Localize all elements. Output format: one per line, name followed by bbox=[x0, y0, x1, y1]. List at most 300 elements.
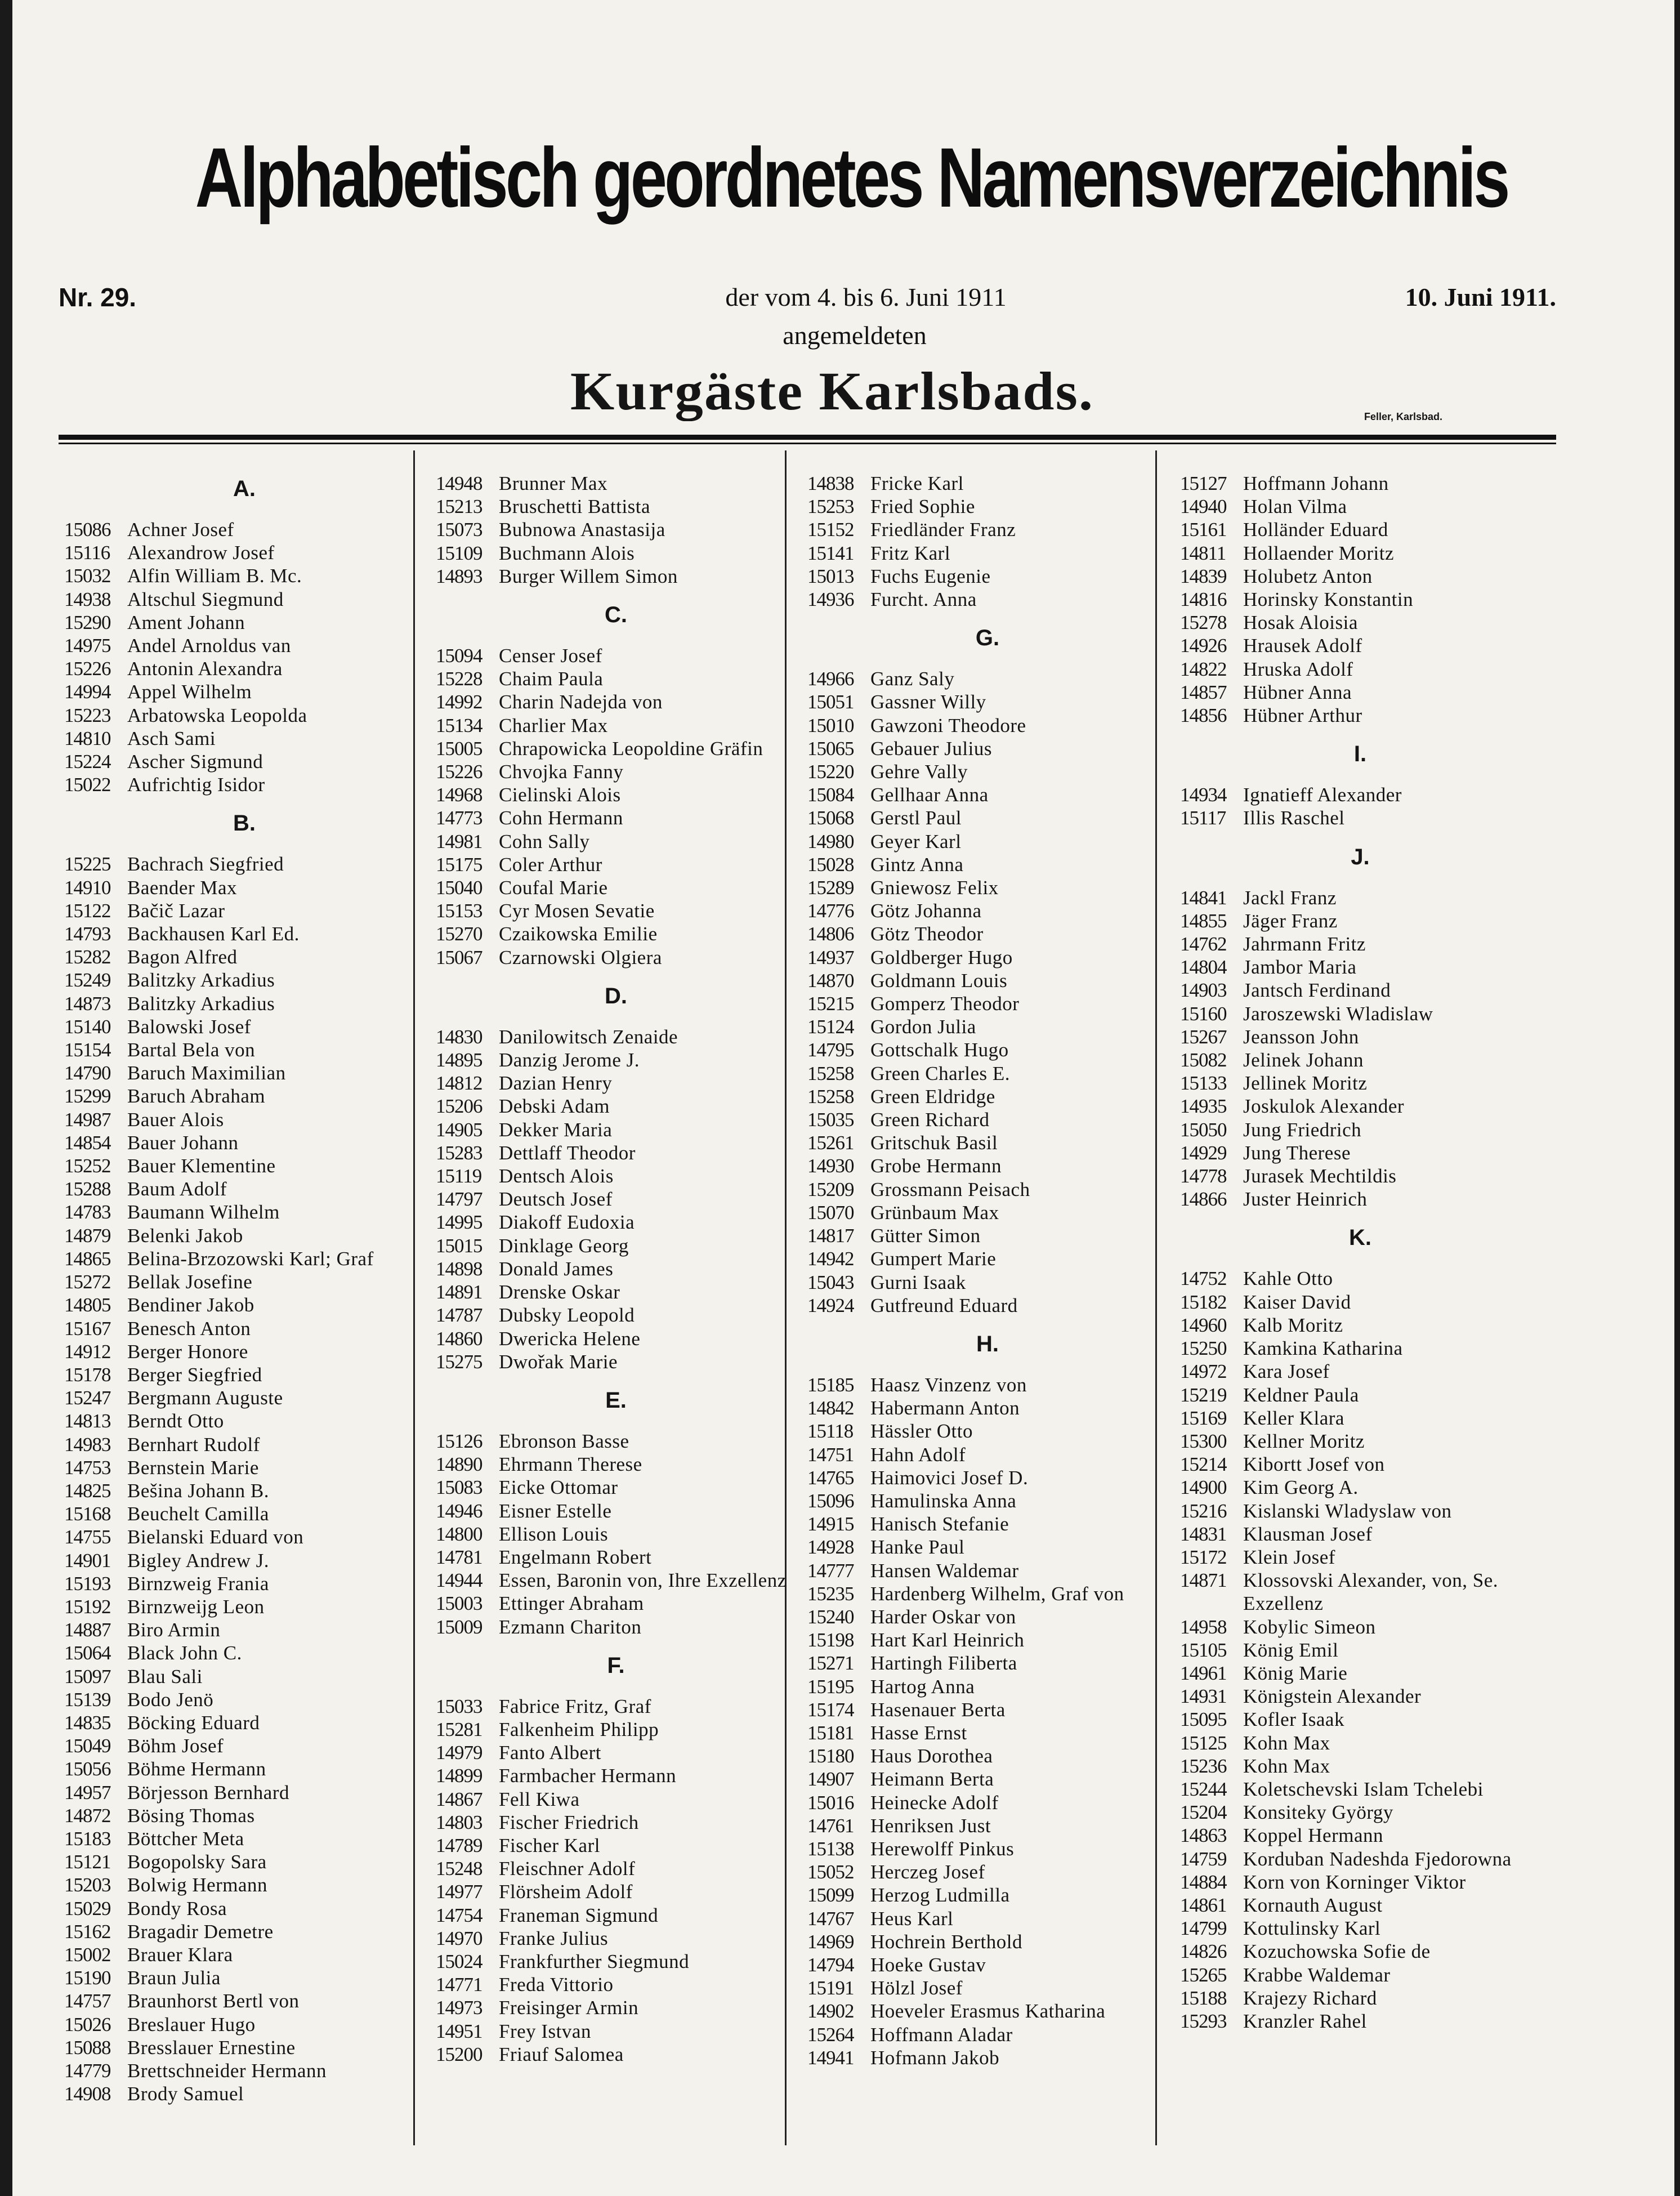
list-item bbox=[64, 611, 425, 634]
guest-number: 15056 bbox=[64, 1758, 111, 1780]
guest-number: 14958 bbox=[1180, 1615, 1227, 1638]
printer-credit: Feller, Karlsbad. bbox=[1364, 411, 1442, 422]
guest-number: 14900 bbox=[1180, 1476, 1227, 1499]
list-item bbox=[64, 852, 425, 876]
guest-number: 15213 bbox=[436, 496, 482, 518]
guest-number: 15005 bbox=[436, 737, 482, 760]
guest-number: 14799 bbox=[1180, 1917, 1227, 1940]
guest-name: Green Richard bbox=[870, 1109, 990, 1131]
list-item bbox=[64, 1061, 425, 1084]
guest-name: Fell Kiwa bbox=[499, 1788, 580, 1810]
guest-number: 15290 bbox=[64, 611, 111, 633]
guest-name: Hanke Paul bbox=[870, 1536, 965, 1559]
guest-number: 15228 bbox=[436, 668, 482, 690]
guest-number: 15172 bbox=[1180, 1546, 1227, 1568]
guest-name: Baruch Maximilian bbox=[127, 1062, 286, 1084]
guest-number: 14759 bbox=[1180, 1847, 1227, 1870]
list-item bbox=[64, 1131, 425, 1154]
list-item bbox=[807, 1373, 1168, 1396]
registered-text: angemeldeten bbox=[783, 321, 927, 350]
list-item bbox=[64, 750, 425, 773]
guest-name: Kornauth August bbox=[1243, 1894, 1383, 1916]
list-item bbox=[436, 518, 796, 541]
guest-number: 15193 bbox=[64, 1572, 111, 1595]
guest-number: 14926 bbox=[1180, 635, 1227, 657]
list-item bbox=[64, 1688, 425, 1711]
guest-name: Drenske Oskar bbox=[499, 1281, 620, 1304]
list-item bbox=[436, 565, 796, 588]
list-item bbox=[64, 518, 425, 541]
guest-name: Grünbaum Max bbox=[870, 1201, 999, 1224]
list-item bbox=[1180, 1188, 1540, 1211]
guest-name: Klossovski Alexander, von, Se. Exzellenz bbox=[1243, 1569, 1499, 1615]
guest-number: 14779 bbox=[64, 2060, 111, 2082]
list-item bbox=[807, 783, 1168, 806]
guest-name: Cyr Mosen Sevatie bbox=[499, 900, 655, 922]
guest-name: Fanto Albert bbox=[499, 1742, 601, 1764]
guest-name: Kozuchowska Sofie de bbox=[1243, 1940, 1431, 1963]
list-item bbox=[1180, 979, 1540, 1002]
list-item bbox=[1180, 1072, 1540, 1095]
list-item bbox=[64, 1711, 425, 1734]
list-item bbox=[1180, 1118, 1540, 1141]
section-letter: J. bbox=[1351, 844, 1370, 869]
list-item bbox=[436, 1927, 796, 1950]
guest-number: 15215 bbox=[807, 993, 854, 1015]
guest-name: Illis Raschel bbox=[1243, 807, 1345, 829]
guest-name: Brody Samuel bbox=[127, 2083, 244, 2105]
guest-number: 15188 bbox=[1180, 1987, 1227, 2009]
guest-number: 15070 bbox=[807, 1201, 854, 1224]
guest-name: Gütter Simon bbox=[870, 1225, 981, 1247]
list-item bbox=[436, 1764, 796, 1787]
list-item bbox=[1180, 1383, 1540, 1407]
guest-name: Bogopolsky Sara bbox=[127, 1851, 267, 1873]
list-item bbox=[1180, 783, 1540, 806]
guest-number: 14987 bbox=[64, 1108, 111, 1131]
guest-name: Böhm Josef bbox=[127, 1735, 224, 1757]
list-item bbox=[436, 737, 796, 760]
guest-number: 15086 bbox=[64, 519, 111, 541]
guest-name: Franke Julius bbox=[499, 1927, 609, 1949]
section-letter: G. bbox=[975, 626, 1000, 651]
list-item bbox=[436, 1072, 796, 1095]
list-item bbox=[64, 773, 425, 796]
guest-number: 14901 bbox=[64, 1549, 111, 1572]
guest-name: Jung Therese bbox=[1243, 1141, 1351, 1164]
guest-name: Kohn Max bbox=[1243, 1731, 1330, 1754]
guest-name: Jahrmann Fritz bbox=[1243, 933, 1366, 956]
guest-name: König Marie bbox=[1243, 1662, 1348, 1684]
guest-name: Alexandrow Josef bbox=[127, 542, 275, 564]
guest-name: Jantsch Ferdinand bbox=[1243, 979, 1391, 1002]
guest-number: 14866 bbox=[1180, 1188, 1227, 1211]
guest-name: Czarnowski Olgiera bbox=[499, 946, 662, 968]
list-item bbox=[807, 667, 1168, 690]
guest-name: Alfin William B. Mc. bbox=[127, 565, 302, 587]
guest-number: 15216 bbox=[1180, 1499, 1227, 1522]
list-item bbox=[64, 1572, 425, 1595]
guest-name: Kislanski Wladyslaw von bbox=[1243, 1499, 1452, 1522]
list-item bbox=[64, 1804, 425, 1827]
guest-number: 14855 bbox=[1180, 909, 1227, 932]
guest-name: König Emil bbox=[1243, 1639, 1339, 1661]
list-item bbox=[64, 1966, 425, 1989]
guest-name: Charlier Max bbox=[499, 714, 608, 737]
guest-name: Goldberger Hugo bbox=[870, 946, 1013, 968]
guest-name: Heus Karl bbox=[870, 1907, 954, 1930]
guest-number: 15084 bbox=[807, 784, 854, 806]
guest-name: Korn von Korninger Viktor bbox=[1243, 1871, 1466, 1893]
list-item bbox=[807, 1675, 1168, 1698]
guest-name: Bagon Alfred bbox=[127, 946, 238, 968]
list-item bbox=[1180, 1164, 1540, 1188]
guest-number: 15249 bbox=[64, 969, 111, 992]
guest-number: 15168 bbox=[64, 1503, 111, 1525]
guest-name: Keller Klara bbox=[1243, 1407, 1344, 1429]
page-title: Alphabetisch geordnetes Namensverzeichnis bbox=[195, 130, 1508, 225]
list-item bbox=[807, 1108, 1168, 1131]
guest-number: 15244 bbox=[1180, 1778, 1227, 1800]
list-item bbox=[64, 1015, 425, 1038]
list-item bbox=[436, 1904, 796, 1927]
guest-number: 14810 bbox=[64, 727, 111, 749]
guest-name: Franeman Sigmund bbox=[499, 1904, 659, 1926]
guest-name: Balitzky Arkadius bbox=[127, 969, 275, 992]
guest-number: 15029 bbox=[64, 1897, 111, 1920]
list-item bbox=[64, 1038, 425, 1061]
list-item bbox=[64, 1827, 425, 1850]
list-item bbox=[1180, 1708, 1540, 1731]
guest-number: 14887 bbox=[64, 1619, 111, 1641]
list-item bbox=[64, 1177, 425, 1200]
guest-name: Gebauer Julius bbox=[870, 737, 992, 760]
list-item bbox=[807, 1489, 1168, 1512]
guest-number: 14860 bbox=[436, 1327, 482, 1350]
list-item bbox=[436, 1280, 796, 1304]
guest-name: Bauer Alois bbox=[127, 1108, 224, 1131]
guest-name: Kibortt Josef von bbox=[1243, 1453, 1385, 1476]
guest-name: Dinklage Georg bbox=[499, 1234, 629, 1257]
list-item bbox=[807, 1015, 1168, 1038]
guest-number: 14817 bbox=[807, 1225, 854, 1247]
list-item bbox=[1180, 909, 1540, 932]
guest-number: 15224 bbox=[64, 751, 111, 773]
list-item bbox=[807, 1294, 1168, 1317]
guest-name: Hoffmann Johann bbox=[1243, 472, 1389, 494]
guest-name: Herczeg Josef bbox=[870, 1861, 985, 1883]
guest-name: Cohn Hermann bbox=[499, 807, 623, 829]
header-rule-thin bbox=[59, 443, 1556, 444]
list-item bbox=[64, 1317, 425, 1340]
guest-number: 15117 bbox=[1180, 807, 1226, 829]
list-item bbox=[807, 1536, 1168, 1559]
list-item bbox=[807, 690, 1168, 713]
list-item bbox=[1180, 1615, 1540, 1639]
list-item bbox=[807, 518, 1168, 541]
guest-number: 15022 bbox=[64, 774, 111, 796]
guest-number: 14797 bbox=[436, 1188, 482, 1211]
list-item bbox=[1180, 2010, 1540, 2033]
list-item bbox=[64, 727, 425, 750]
guest-name: Hanisch Stefanie bbox=[870, 1513, 1009, 1536]
guest-number: 14839 bbox=[1180, 565, 1227, 587]
guest-name: Koletschevski Islam Tchelebi bbox=[1243, 1778, 1484, 1800]
list-item bbox=[64, 1433, 425, 1456]
list-item bbox=[64, 1247, 425, 1270]
guest-name: Dubsky Leopold bbox=[499, 1304, 635, 1327]
guest-number: 14977 bbox=[436, 1881, 482, 1903]
list-item bbox=[1180, 1894, 1540, 1917]
list-item bbox=[1180, 886, 1540, 909]
guest-name: Harder Oskar von bbox=[870, 1605, 1016, 1628]
list-item bbox=[807, 946, 1168, 969]
list-item bbox=[807, 1814, 1168, 1837]
guest-number: 15253 bbox=[807, 496, 854, 518]
guest-name: Konsiteky György bbox=[1243, 1801, 1393, 1824]
guest-name: Green Eldridge bbox=[870, 1085, 995, 1108]
guest-name: Czaikowska Emilie bbox=[499, 923, 658, 945]
list-item bbox=[1180, 1778, 1540, 1801]
list-item bbox=[807, 899, 1168, 922]
guest-name: Hofmann Jakob bbox=[870, 2046, 1000, 2069]
list-item bbox=[64, 1200, 425, 1224]
list-item bbox=[436, 760, 796, 783]
header-rule bbox=[59, 435, 1556, 440]
list-item bbox=[807, 1178, 1168, 1201]
guest-number: 14979 bbox=[436, 1742, 482, 1764]
guest-name: Hasenauer Berta bbox=[870, 1698, 1006, 1721]
guest-number: 15052 bbox=[807, 1861, 854, 1883]
guest-number: 15209 bbox=[807, 1178, 854, 1200]
list-item bbox=[807, 1154, 1168, 1177]
section-letter: D. bbox=[605, 983, 627, 1008]
guest-number: 15261 bbox=[807, 1132, 854, 1154]
guest-number: 14765 bbox=[807, 1466, 854, 1489]
guest-name: Hartingh Filiberta bbox=[870, 1652, 1017, 1675]
section-letter: C. bbox=[605, 602, 627, 628]
guest-number: 14805 bbox=[64, 1294, 111, 1316]
list-item bbox=[64, 922, 425, 945]
guest-number: 14895 bbox=[436, 1049, 482, 1072]
list-item bbox=[807, 1466, 1168, 1489]
guest-number: 15299 bbox=[64, 1085, 111, 1108]
guest-number: 14957 bbox=[64, 1781, 111, 1804]
guest-number: 15182 bbox=[1180, 1291, 1227, 1313]
guest-number: 14966 bbox=[807, 668, 854, 690]
guest-number: 15271 bbox=[807, 1652, 854, 1675]
guest-name: Cohn Sally bbox=[499, 830, 590, 852]
guest-number: 14777 bbox=[807, 1559, 854, 1582]
list-item bbox=[436, 1834, 796, 1857]
guest-name: Cielinski Alois bbox=[499, 784, 621, 806]
list-item bbox=[64, 1108, 425, 1131]
guest-name: Dazian Henry bbox=[499, 1072, 613, 1095]
guest-number: 15067 bbox=[436, 946, 482, 968]
publication-date: 10. Juni 1911. bbox=[1405, 283, 1556, 311]
section-letter: H. bbox=[976, 1331, 999, 1356]
list-item bbox=[64, 1270, 425, 1293]
list-item bbox=[1180, 806, 1540, 829]
guest-name: Böcking Eduard bbox=[127, 1711, 260, 1734]
guest-name: Bragadir Demetre bbox=[127, 1920, 274, 1943]
guest-name: Hoeke Gustav bbox=[870, 1953, 986, 1976]
guest-number: 14872 bbox=[64, 1804, 111, 1827]
guest-name: Jellinek Moritz bbox=[1243, 1072, 1368, 1095]
section-letter: B. bbox=[233, 811, 256, 836]
guest-number: 15272 bbox=[64, 1271, 111, 1293]
list-item bbox=[1180, 1963, 1540, 1987]
guest-name: Bruschetti Battista bbox=[499, 496, 651, 518]
guest-name: Hart Karl Heinrich bbox=[870, 1629, 1025, 1652]
list-item bbox=[64, 564, 425, 587]
guest-number: 15169 bbox=[1180, 1407, 1227, 1429]
list-item bbox=[1180, 611, 1540, 634]
guest-number: 14912 bbox=[64, 1340, 111, 1363]
list-item bbox=[807, 588, 1168, 611]
guest-name: Blau Sali bbox=[127, 1665, 203, 1688]
guest-number: 15035 bbox=[807, 1109, 854, 1131]
guest-number: 15032 bbox=[64, 565, 111, 587]
guest-name: Joskulok Alexander bbox=[1243, 1095, 1405, 1118]
guest-name: Königstein Alexander bbox=[1243, 1685, 1422, 1708]
guest-name: Achner Josef bbox=[127, 519, 234, 541]
guest-name: Ettinger Abraham bbox=[499, 1592, 644, 1615]
guest-number: 14995 bbox=[436, 1211, 482, 1234]
list-item bbox=[436, 1523, 796, 1546]
guest-name: Bielanski Eduard von bbox=[127, 1526, 304, 1548]
guest-name: Kottulinsky Karl bbox=[1243, 1917, 1381, 1940]
guest-name: Falkenheim Philipp bbox=[499, 1718, 659, 1740]
list-item bbox=[1180, 1546, 1540, 1569]
guest-name: Fritz Karl bbox=[870, 542, 951, 564]
guest-number: 14924 bbox=[807, 1294, 854, 1316]
list-item bbox=[807, 714, 1168, 737]
guest-number: 14813 bbox=[64, 1410, 111, 1432]
guest-name: Jäger Franz bbox=[1243, 909, 1338, 932]
guest-name: Klein Josef bbox=[1243, 1546, 1335, 1568]
guest-number: 15258 bbox=[807, 1085, 854, 1108]
list-item bbox=[1180, 588, 1540, 611]
guest-name: Coufal Marie bbox=[499, 877, 608, 899]
guest-name: Gassner Willy bbox=[870, 691, 986, 713]
list-item bbox=[807, 1201, 1168, 1224]
list-item bbox=[807, 969, 1168, 992]
guest-number: 14929 bbox=[1180, 1141, 1227, 1164]
guest-number: 14752 bbox=[1180, 1267, 1227, 1290]
guest-number: 14928 bbox=[807, 1536, 854, 1559]
guest-name: Baruch Abraham bbox=[127, 1085, 266, 1108]
guest-number: 15152 bbox=[807, 519, 854, 541]
guest-name: Chrapowicka Leopoldine Gräfin bbox=[499, 737, 763, 760]
guest-name: Heinecke Adolf bbox=[870, 1791, 999, 1814]
guest-number: 15195 bbox=[807, 1675, 854, 1698]
guest-number: 14931 bbox=[1180, 1685, 1227, 1708]
guest-name: Hübner Anna bbox=[1243, 681, 1352, 703]
guest-number: 15225 bbox=[64, 853, 111, 876]
guest-number: 14776 bbox=[807, 900, 854, 922]
guest-number: 14960 bbox=[1180, 1314, 1227, 1336]
name-column-2 bbox=[436, 472, 796, 2066]
list-item bbox=[1180, 1048, 1540, 1072]
guest-number: 14942 bbox=[807, 1248, 854, 1270]
guest-name: Jung Friedrich bbox=[1243, 1118, 1362, 1141]
list-item bbox=[64, 968, 425, 992]
guest-name: Hölzl Josef bbox=[870, 1977, 963, 1999]
guest-name: Fischer Friedrich bbox=[499, 1811, 639, 1833]
list-item bbox=[436, 853, 796, 876]
list-item bbox=[64, 1757, 425, 1780]
guest-name: Hoeveler Erasmus Katharina bbox=[870, 2000, 1106, 2023]
guest-name: Geyer Karl bbox=[870, 830, 962, 852]
guest-number: 15219 bbox=[1180, 1383, 1227, 1406]
guest-number: 15109 bbox=[436, 542, 482, 564]
guest-number: 15065 bbox=[807, 737, 854, 760]
name-column-1 bbox=[64, 472, 425, 2105]
guest-name: Fried Sophie bbox=[870, 496, 975, 518]
guest-name: Krabbe Waldemar bbox=[1243, 1963, 1391, 1986]
guest-number: 15214 bbox=[1180, 1453, 1227, 1476]
guest-number: 15026 bbox=[64, 2013, 111, 2036]
list-item bbox=[1180, 681, 1540, 704]
guest-name: Hoffmann Aladar bbox=[870, 2023, 1013, 2046]
guest-name: Juster Heinrich bbox=[1243, 1188, 1368, 1211]
guest-number: 15161 bbox=[1180, 519, 1227, 541]
list-item bbox=[64, 1479, 425, 1502]
guest-number: 15013 bbox=[807, 565, 854, 587]
list-item bbox=[807, 2046, 1168, 2069]
list-item bbox=[436, 2020, 796, 2043]
guest-name: Klausman Josef bbox=[1243, 1523, 1373, 1545]
guest-number: 14898 bbox=[436, 1257, 482, 1280]
guest-name: Gellhaar Anna bbox=[870, 784, 989, 806]
guest-number: 14867 bbox=[436, 1788, 482, 1810]
guest-number: 15204 bbox=[1180, 1801, 1227, 1824]
list-item bbox=[1180, 1662, 1540, 1685]
guest-number: 15138 bbox=[807, 1837, 854, 1860]
guest-number: 14884 bbox=[1180, 1871, 1227, 1893]
list-item bbox=[807, 1767, 1168, 1791]
list-item bbox=[1180, 472, 1540, 495]
guest-number: 14946 bbox=[436, 1499, 482, 1522]
guest-number: 14903 bbox=[1180, 979, 1227, 1002]
name-column-3 bbox=[807, 472, 1168, 2069]
guest-name: Appel Wilhelm bbox=[127, 681, 252, 703]
guest-name: Holländer Eduard bbox=[1243, 519, 1388, 541]
guest-number: 14778 bbox=[1180, 1165, 1227, 1188]
guest-name: Ignatieff Alexander bbox=[1243, 784, 1402, 806]
guest-number: 14806 bbox=[807, 923, 854, 945]
guest-name: Fischer Karl bbox=[499, 1834, 600, 1856]
list-item bbox=[436, 1188, 796, 1211]
section-letter: K. bbox=[1349, 1225, 1371, 1251]
guest-number: 14835 bbox=[64, 1711, 111, 1734]
guest-name: Birnzweijg Leon bbox=[127, 1595, 265, 1618]
guest-name: Heimann Berta bbox=[870, 1768, 994, 1791]
guest-name: Hasse Ernst bbox=[870, 1721, 967, 1744]
guest-number: 14771 bbox=[436, 1974, 482, 1996]
guest-number: 14841 bbox=[1180, 886, 1227, 909]
list-item bbox=[436, 1476, 796, 1499]
guest-number: 15220 bbox=[807, 761, 854, 783]
list-item bbox=[807, 1930, 1168, 1953]
guest-name: Bubnowa Anastasija bbox=[499, 519, 665, 541]
list-item bbox=[1180, 1025, 1540, 1048]
date-range-text: der vom 4. bis 6. Juni 1911 bbox=[725, 283, 1007, 311]
list-item bbox=[436, 1118, 796, 1141]
guest-name: Kaiser David bbox=[1243, 1291, 1351, 1313]
guest-name: Kobylic Simeon bbox=[1243, 1615, 1376, 1638]
